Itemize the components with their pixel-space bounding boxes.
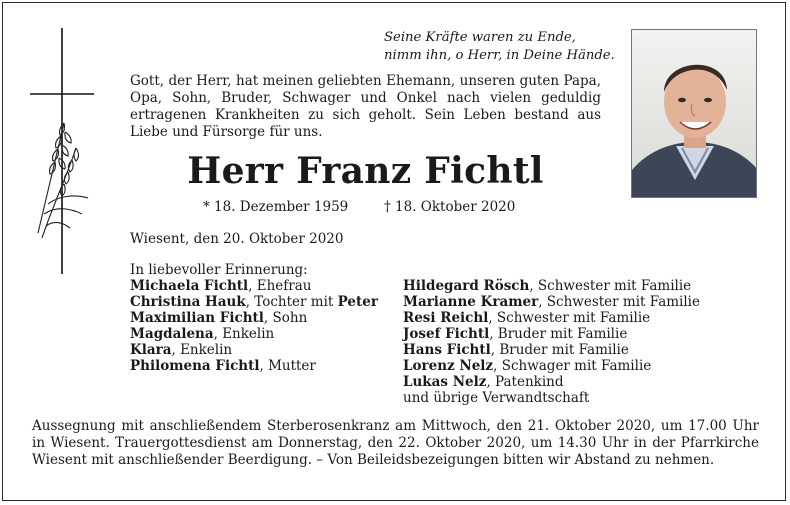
deceased-name: Herr Franz Fichtl (187, 150, 544, 192)
memory-heading: In liebevoller Erinnerung: (130, 262, 308, 278)
portrait-photo (631, 29, 757, 198)
list-item: Magdalena, Enkelin (130, 326, 275, 342)
motto-line-2: nimm ihn, o Herr, in Deine Hände. (384, 48, 615, 63)
list-item: Michaela Fichtl, Ehefrau (130, 278, 312, 294)
list-item: Klara, Enkelin (130, 342, 233, 358)
list-item: Resi Reichl, Schwester mit Familie (403, 310, 651, 326)
birth-date: * 18. Dezember 1959 (203, 199, 349, 215)
list-item: Philomena Fichtl, Mutter (130, 358, 316, 374)
list-item: Hans Fichtl, Bruder mit Familie (403, 342, 629, 358)
motto-line-1: Seine Kräfte waren zu Ende, (384, 30, 576, 45)
intro-text: Gott, der Herr, hat meinen geliebten Ehemann, unseren guten Papa, Opa, Sohn, Bruder, Schwager und Onkel nach vielen geduldig ertragenen Krankheiten zu sich geholt. Sein Leben bestand aus Liebe und Fürsorge für uns. (130, 73, 601, 140)
cross-with-wheat-icon (30, 28, 100, 274)
list-item: Josef Fichtl, Bruder mit Familie (403, 326, 628, 342)
list-item: und übrige Verwandtschaft (403, 390, 590, 406)
mourners-left-list (130, 278, 378, 374)
list-item: Hildegard Rösch, Schwester mit Familie (403, 278, 692, 294)
funeral-details: Aussegnung mit anschließendem Sterberosenkranz am Mittwoch, den 21. Oktober 2020, um 17.00 Uhr in Wiesent. Trauergottesdienst am Donnerstag, den 22. Oktober 2020, um 14.30 Uhr in der Pfarrkirche Wiesent mit anschließender Beerdigung. – Von Beileidsbezeigungen bitten wir Abstand zu nehmen. (32, 418, 759, 468)
motto (384, 29, 615, 65)
place-date: Wiesent, den 20. Oktober 2020 (130, 231, 344, 247)
list-item: Lorenz Nelz, Schwager mit Familie (403, 358, 652, 374)
list-item: Lukas Nelz, Patenkind (403, 374, 564, 390)
death-date: † 18. Oktober 2020 (384, 199, 516, 215)
list-item: Maximilian Fichtl, Sohn (130, 310, 308, 326)
list-item: Christina Hauk, Tochter mit Peter (130, 294, 378, 310)
list-item: Marianne Kramer, Schwester mit Familie (403, 294, 700, 310)
mourners-right-list (403, 278, 700, 406)
